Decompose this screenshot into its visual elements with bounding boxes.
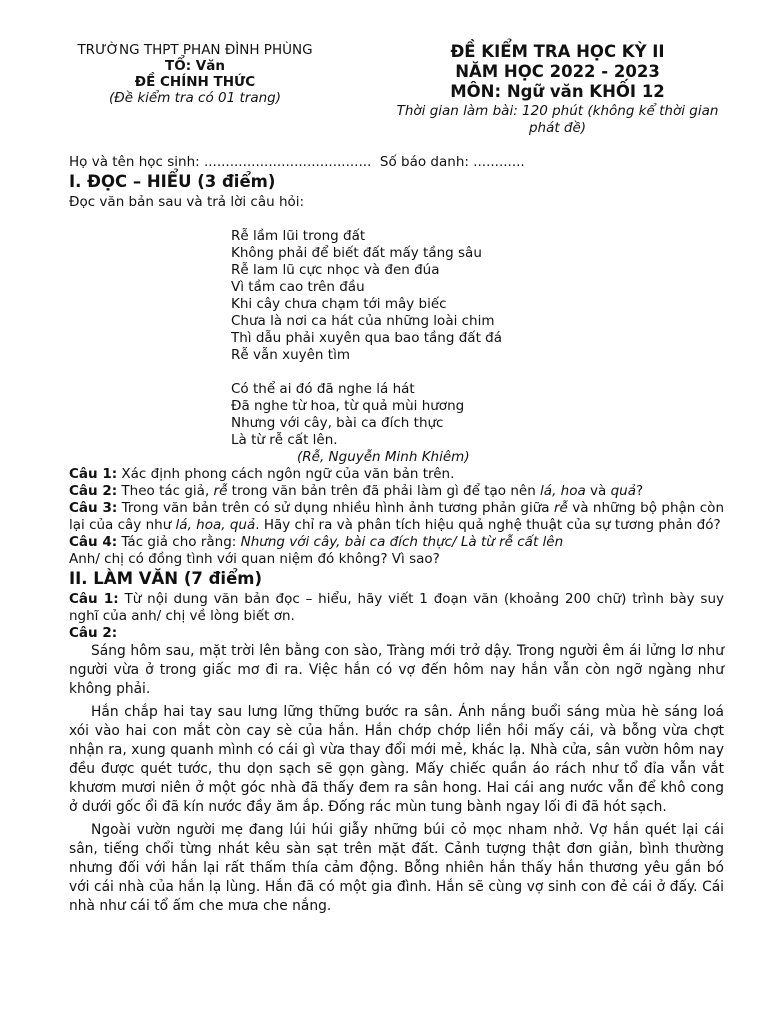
essay-question-1 (69, 591, 724, 625)
question-emphasis: lá, hoa (540, 483, 586, 499)
section1-instruction: Đọc văn bản sau và trả lời câu hỏi: (69, 194, 305, 210)
question-1 (69, 466, 724, 483)
question-3 (69, 500, 724, 534)
poem (231, 228, 724, 449)
time-note (370, 103, 745, 137)
time-note-line2: phát đề) (528, 120, 587, 136)
question-text: và (585, 483, 611, 499)
school-name: TRƯỜNG THPT PHAN ĐÌNH PHÙNG (77, 42, 313, 58)
poem-line: Rễ lầm lũi trong đất (231, 228, 366, 244)
poem-line: Khi cây chưa chạm tới mây biếc (231, 296, 447, 312)
question-2 (69, 483, 724, 500)
subject: MÔN: Ngữ văn KHỐI 12 (450, 82, 665, 101)
question-emphasis: rễ (213, 483, 228, 499)
poem-line: Chưa là nơi ca hát của những loài chim (231, 313, 495, 329)
department: TỔ: Văn (165, 58, 225, 74)
question-text: và những bộ phận còn lại của cây như (69, 500, 724, 533)
school-year: NĂM HỌC 2022 - 2023 (455, 62, 660, 81)
section2-heading: II. LÀM VĂN (7 điểm) (69, 569, 262, 588)
poem-line: Là từ rễ cất lên. (231, 432, 338, 448)
poem-line: Rễ lam lũ cực nhọc và đen đúa (231, 262, 440, 278)
excerpt (69, 642, 724, 916)
header-left (40, 42, 350, 106)
poem-line: Vì tầm cao trên đầu (231, 279, 365, 295)
question-label: Câu 2: (69, 625, 118, 641)
poem-source: (Rễ, Nguyễn Minh Khiêm) (297, 449, 470, 465)
time-note-line1: Thời gian làm bài: 120 phút (không kể thời gian (396, 103, 719, 119)
exam-title: ĐỀ KIỂM TRA HỌC KỲ II (450, 42, 665, 61)
question-label: Câu 1: (69, 591, 119, 607)
question-text: Trong văn bản trên có sử dụng nhiều hình ảnh tương phản giữa (117, 500, 554, 516)
question-text: Từ nội dung văn bản đọc – hiểu, hãy viết 1 đoạn văn (khoảng 200 chữ) trình bày suy nghĩ của anh/ chị về lòng biết ơn. (69, 591, 724, 624)
excerpt-paragraph: Hắn chắp hai tay sau lưng lững thững bước ra sân. Ánh nắng buổi sáng mùa hè sáng loá xói vào hai con mắt còn cay sè của hắn. Hắn chớp chớp liền hồi mấy cái, và bỗng vừa chợt nhận ra, xung quanh mình có cái gì vừa thay đổi mới mẻ, khác lạ. Nhà cửa, sân vườn hôm nay đều được quét tước, thu dọn sạch sẽ gọn gàng. Mấy chiếc quần áo rách như tổ đỉa vẫn vắt khươm mươi niên ở một góc nhà đã thấy đem ra sân hong. Hai cái ang nước vẫn để khô cong ở dưới gốc ổi đã kín nước đầy ăm ắp. Đống rác mùn tung bành ngay lối đi đã hót sạch. (69, 704, 724, 815)
question-emphasis: lá, hoa, quả (175, 517, 256, 533)
poem-line: Có thể ai đó đã nghe lá hát (231, 381, 415, 397)
question-label: Câu 1: (69, 466, 118, 482)
poem-line: Nhưng với cây, bài ca đích thực (231, 415, 444, 431)
poem-line: Rễ vẫn xuyên tìm (231, 347, 350, 363)
question-4-followup: Anh/ chị có đồng tình với quan niệm đó không? Vì sao? (69, 551, 440, 567)
question-emphasis: quả (610, 483, 637, 499)
pages-note: (Đề kiểm tra có 01 trang) (109, 90, 281, 106)
stanza-gap (231, 364, 724, 381)
section1-heading: I. ĐỌC – HIỂU (3 điểm) (69, 172, 276, 191)
excerpt-paragraph: Ngoài vườn người mẹ đang lúi húi giẫy những búi cỏ mọc nham nhở. Vợ hắn quét lại cái sân, tiếng chổi từng nhát kêu sàn sạt trên mặt đất. Cảnh tượng thật đơn giản, bình thường nhưng đối với hắn lại rất thấm thía cảm động. Bỗng nhiên hắn thấy hắn thương yêu gắn bó với cái nhà của hắn lạ lùng. Hắn đã có một gia đình. Hắn sẽ cùng vợ sinh con đẻ cái ở đấy. Cái nhà như cái tổ ấm che mưa che nắng. (69, 822, 724, 914)
question-4 (69, 534, 724, 551)
question-emphasis: rễ (553, 500, 568, 516)
student-info-line: Họ và tên học sinh: ....................................... Số báo danh: ............ (69, 154, 525, 170)
essay-question-2 (69, 625, 724, 642)
excerpt-paragraph: Sáng hôm sau, mặt trời lên bằng con sào, Tràng mới trở dậy. Trong người êm ái lửng lơ như người vừa ở trong giấc mơ đi ra. Việc hắn có vợ đến hôm nay hắn vẫn còn ngỡ ngàng như không phải. (69, 643, 724, 697)
question-emphasis: Nhưng với cây, bài ca đích thực/ Là từ rễ cất lên (240, 534, 564, 550)
header-right (370, 42, 745, 137)
poem-line: Thì dẫu phải xuyên qua bao tầng đất đá (231, 330, 502, 346)
question-text: Theo tác giả, (117, 483, 214, 499)
exam-body (69, 154, 724, 920)
official-label: ĐỀ CHÍNH THỨC (134, 74, 256, 90)
question-text: ? (636, 483, 644, 499)
question-text: Tác giả cho rằng: (117, 534, 241, 550)
poem-line: Đã nghe từ hoa, từ quả mùi hương (231, 398, 465, 414)
question-text: Xác định phong cách ngôn ngữ của văn bản trên. (117, 466, 455, 482)
question-label: Câu 2: (69, 483, 118, 499)
poem-line: Không phải để biết đất mấy tầng sâu (231, 245, 482, 261)
question-text: trong văn bản trên đã phải làm gì để tạo nên (227, 483, 541, 499)
question-label: Câu 4: (69, 534, 118, 550)
question-text: . Hãy chỉ ra và phân tích hiệu quả nghệ thuật của sự tương phản đó? (255, 517, 721, 533)
question-label: Câu 3: (69, 500, 118, 516)
